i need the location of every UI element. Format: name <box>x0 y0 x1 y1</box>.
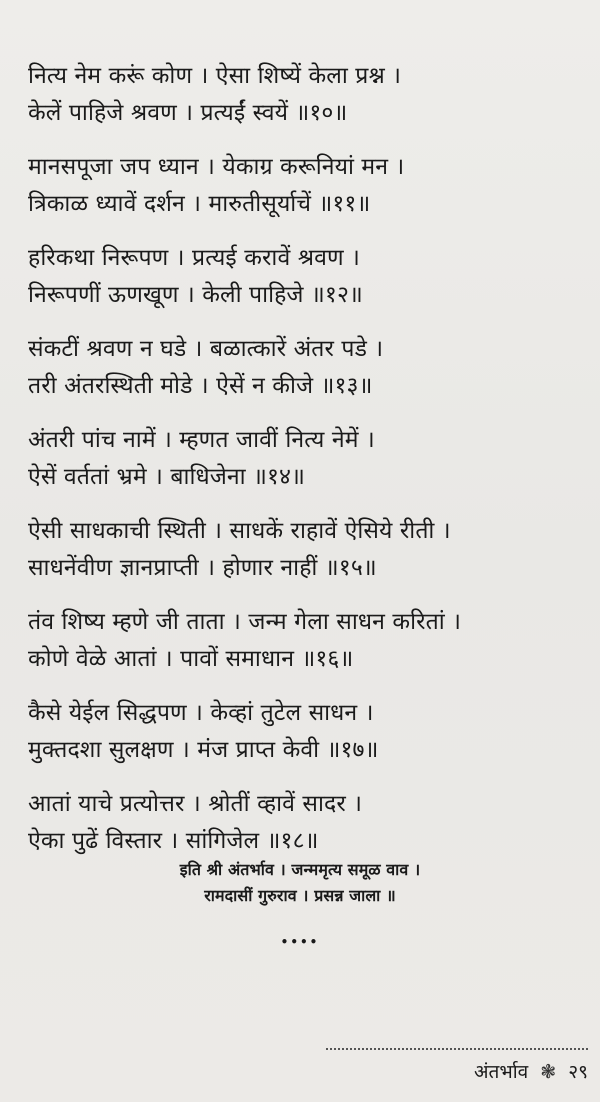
page-number: २९ <box>568 1061 588 1083</box>
verse-line: तरी अंतरस्थिती मोडे । ऐसें न कीजे ॥१३॥ <box>28 373 373 399</box>
verse-line: मुक्तदशा सुलक्षण । मंज प्राप्त केवी ॥१७॥ <box>28 737 379 763</box>
colophon <box>0 857 600 909</box>
verse-line: नित्य नेम करूं कोण । ऐसा शिष्यें केला प्रश्न । <box>28 63 402 89</box>
running-title: अंतर्भाव <box>474 1061 529 1083</box>
footer-divider <box>326 1048 588 1050</box>
colophon-line: इति श्री अंतर्भाव । जन्ममृत्य समूळ वाव । <box>179 860 421 879</box>
page-footer <box>474 1058 588 1086</box>
stanza <box>28 786 588 860</box>
stanza <box>28 149 588 223</box>
section-separator: •••• <box>280 935 320 949</box>
stanza <box>28 58 588 132</box>
flower-ornament-icon: ❃ <box>540 1061 557 1083</box>
verse-line: कैसे येईल सिद्धपण । केव्हां तुटेल साधन । <box>28 700 374 726</box>
verse-line: कोणे वेळे आतां । पावों समाधान ॥१६॥ <box>28 646 354 672</box>
verse-line: त्रिकाळ ध्यावें दर्शन । मारुतीसूर्याचें ॥११॥ <box>28 191 371 217</box>
verse-line: अंतरी पांच नामें । म्हणत जावीं नित्य नेमें । <box>28 427 375 453</box>
stanza <box>28 331 588 405</box>
verse-line: संकटीं श्रवण न घडे । बळात्कारें अंतर पडे । <box>28 336 384 362</box>
stanza <box>28 695 588 769</box>
verse-line: साधनेंवीण ज्ञानप्राप्ती । होणार नाहीं ॥१५॥ <box>28 555 377 581</box>
stanza <box>28 240 588 314</box>
verse-block <box>28 58 588 877</box>
colophon-line: रामदासीं गुरुराव । प्रसन्न जाला ॥ <box>204 886 396 905</box>
verse-line: मानसपूजा जप ध्यान । येकाग्र करूनियां मन । <box>28 154 405 180</box>
stanza <box>28 422 588 496</box>
stanza <box>28 604 588 678</box>
verse-line: केलें पाहिजे श्रवण । प्रत्यईं स्वयें ॥१०॥ <box>28 100 348 126</box>
verse-line: ऐसी साधकाची स्थिती । साधकें राहावें ऐसिये रीती । <box>28 518 451 544</box>
verse-line: तंव शिष्य म्हणे जी ताता । जन्म गेला साधन करितां । <box>28 609 462 635</box>
verse-line: आतां याचे प्रत्योत्तर । श्रोतीं व्हावें सादर । <box>28 791 363 817</box>
verse-line: ऐका पुढें विस्तार । सांगिजेल ॥१८॥ <box>28 828 319 854</box>
verse-line: ऐसें वर्ततां भ्रमे । बाधिजेना ॥१४॥ <box>28 464 305 490</box>
verse-line: हरिकथा निरूपण । प्रत्यई करावें श्रवण । <box>28 245 360 271</box>
stanza <box>28 513 588 587</box>
verse-line: निरूपणीं ऊणखूण । केली पाहिजे ॥१२॥ <box>28 282 363 308</box>
